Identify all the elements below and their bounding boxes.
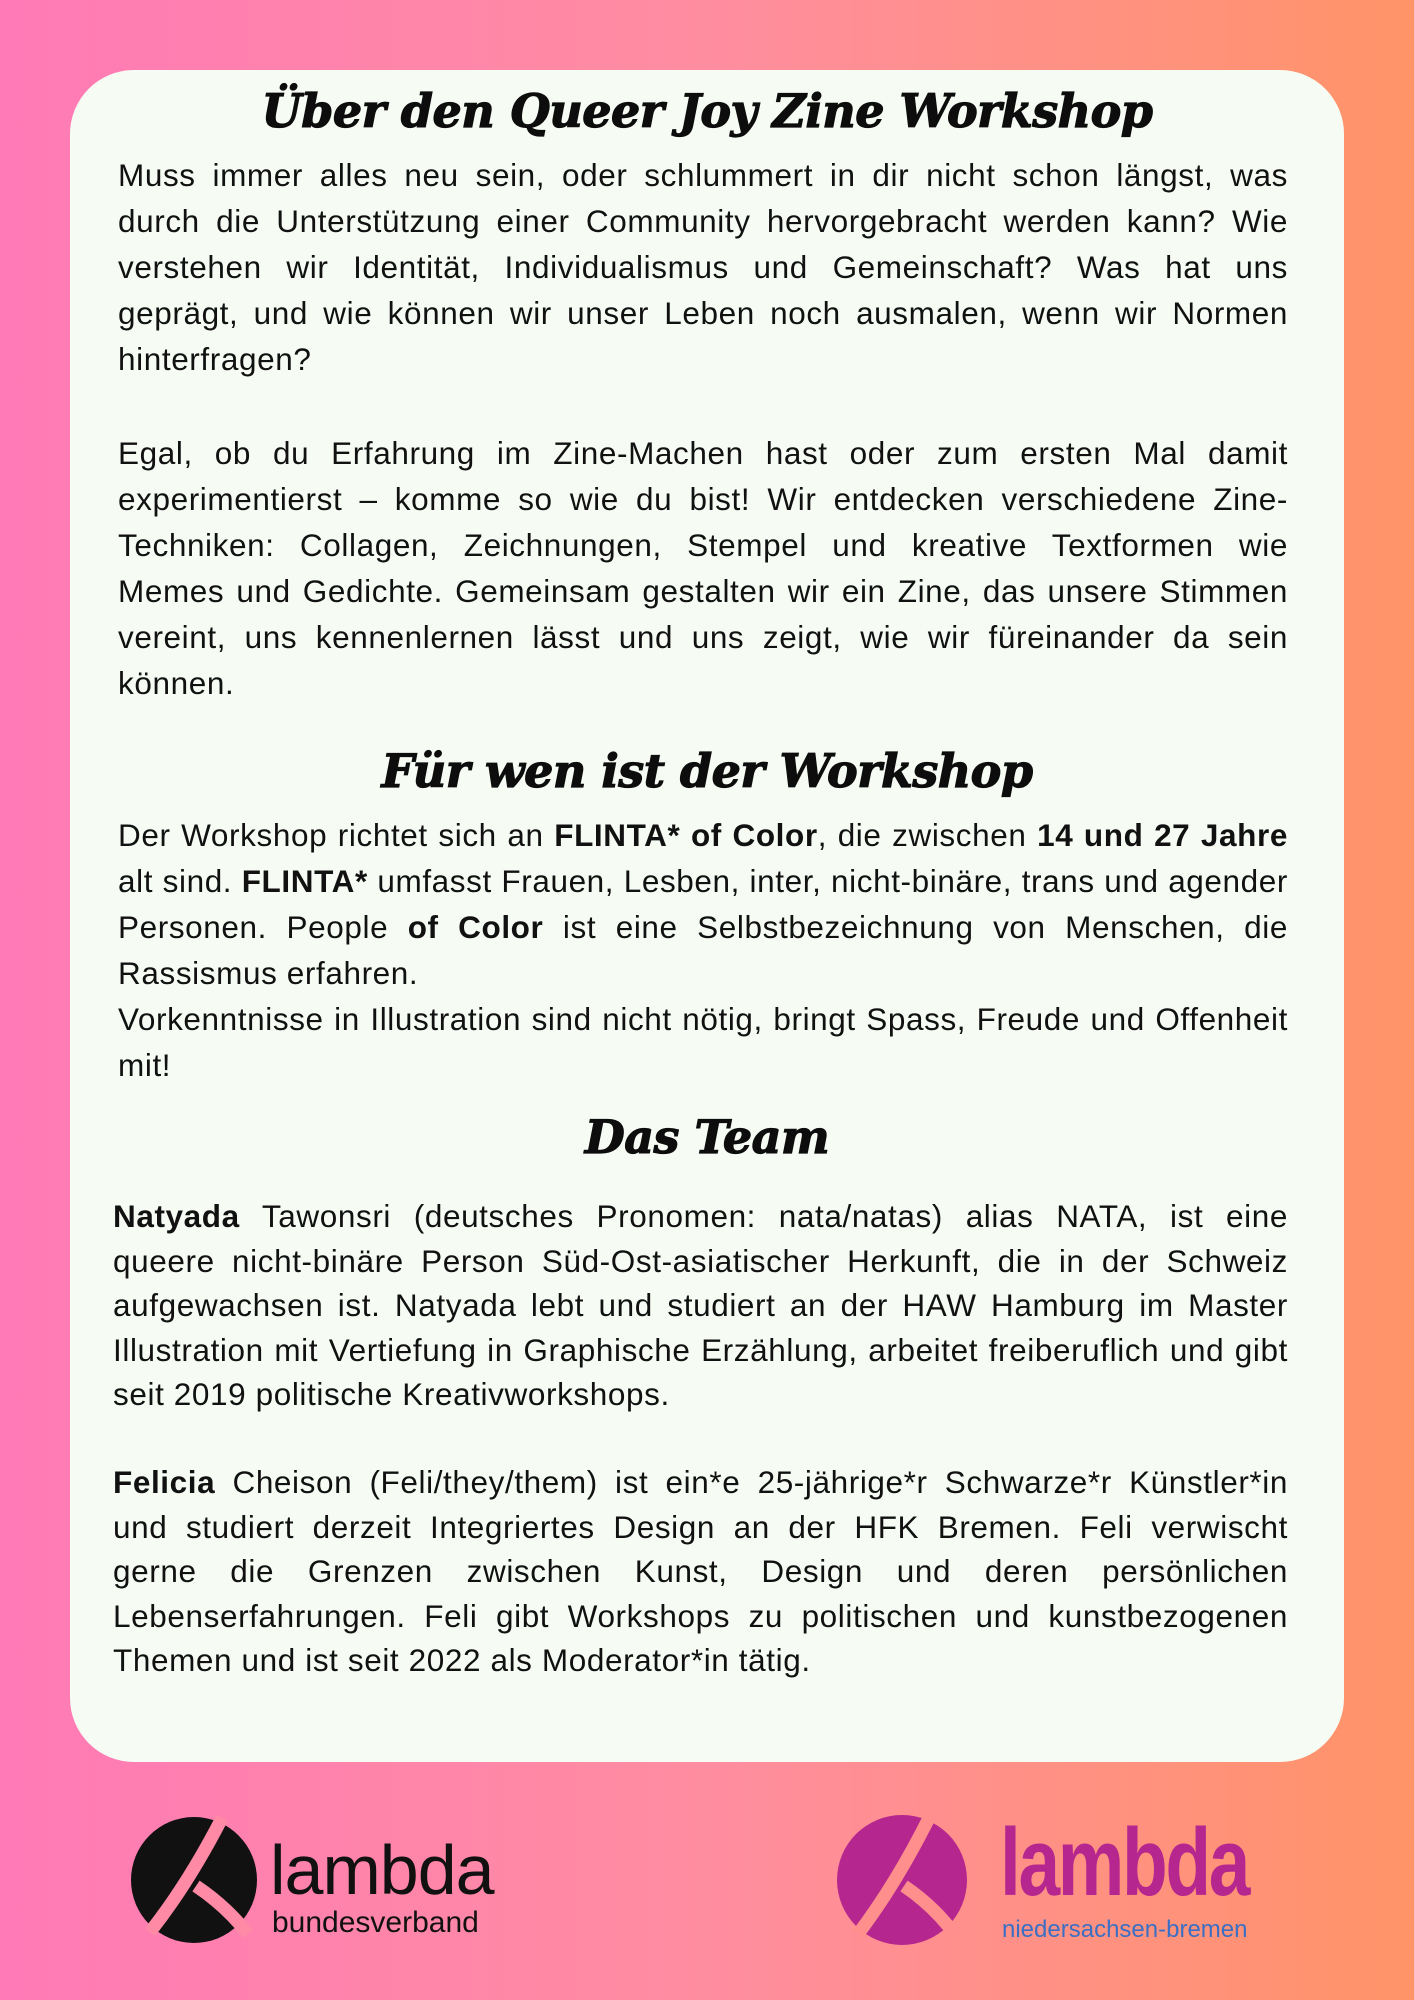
lambda-niedersachsen-bremen-name: lambda (1000, 1809, 1249, 1916)
lambda-niedersachsen-bremen-logo (836, 1809, 1286, 1948)
team-member-natyada-text: Tawonsri (deutsches Pronomen: nata/natas) alias NATA, ist eine queere nicht-binäre Person Süd-Ost-asiatischer Herkunft, die in der Schweiz aufgewachsen ist. Natyada lebt und studiert an der HAW Hamburg im Master Illustration mit Vertiefung in Graphische Erzählung, arbeitet freiberuflich und gibt seit 2019 politische Kreativworkshops. (113, 1198, 1288, 1412)
team-member-felicia-name: Felicia (113, 1464, 216, 1500)
lambda-niedersachsen-bremen-mark-icon (836, 1812, 970, 1948)
audience-bold-flinta-of-color: FLINTA* of Color (554, 817, 818, 853)
team-member-natyada (113, 1194, 1288, 1417)
lambda-bundesverband-mark-icon (130, 1814, 260, 1946)
lambda-bundesverband-logo (130, 1814, 530, 1946)
about-heading: Über den Queer Joy Zine Workshop (261, 84, 1153, 138)
lambda-bundesverband-sub: bundesverband (272, 1906, 479, 1939)
content-card (70, 70, 1344, 1762)
audience-text-3: alt sind. (118, 863, 242, 899)
audience-bold-flinta: FLINTA* (241, 863, 368, 899)
audience-paragraph (118, 812, 1288, 1088)
team-member-natyada-name: Natyada (113, 1198, 240, 1234)
audience-bold-of-color: of Color (407, 909, 544, 945)
audience-text-6: Vorkenntnisse in Illustration sind nicht nötig, bringt Spass, Freude und Offenheit mit! (118, 1001, 1288, 1083)
lambda-niedersachsen-bremen-sub: niedersachsen-bremen (1002, 1916, 1248, 1943)
audience-heading: Für wen ist der Workshop (381, 744, 1033, 798)
audience-text-1: Der Workshop richtet sich an (118, 817, 555, 853)
audience-text-2: , die zwischen (817, 817, 1038, 853)
team-heading: Das Team (584, 1110, 830, 1164)
audience-text-5: ist eine Selbstbezeichnung von Menschen, die Rassismus erfahren. (118, 909, 1288, 991)
about-paragraph-2: Egal, ob du Erfahrung im Zine-Machen hast oder zum ersten Mal damit experimentierst – komme so wie du bist! Wir entdecken verschiedene Zine-Techniken: Collagen, Zeichnungen, Stempel und kreative Textformen wie Memes und Gedichte. Gemeinsam gestalten wir ein Zine, das unsere Stimmen vereint, uns kennenlernen lässt und uns zeigt, wie wir füreinander da sein können. (118, 435, 1288, 701)
team-member-felicia (113, 1460, 1288, 1683)
about-paragraph-1: Muss immer alles neu sein, oder schlummert in dir nicht schon längst, was durch die Unterstützung einer Community hervorgebracht werden kann? Wie verstehen wir Identität, Individualismus und Gemeinschaft? Was hat uns geprägt, und wie können wir unser Leben noch ausmalen, wenn wir Normen hinterfragen? (118, 157, 1288, 377)
team-member-felicia-text: Cheison (Feli/they/them) ist ein*e 25-jährige*r Schwarze*r Künstler*in und studiert derzeit Integriertes Design an der HFK Bremen. Feli verwischt gerne die Grenzen zwischen Kunst, Design und deren persönlichen Lebenserfahrungen. Feli gibt Workshops zu politischen und kunstbezogenen Themen und ist seit 2022 als Moderator*in tätig. (113, 1464, 1288, 1678)
audience-text-4: umfasst Frauen, Lesben, inter, nicht-binäre, trans und agender Personen. People (118, 863, 1288, 945)
lambda-bundesverband-name: lambda (270, 1831, 494, 1909)
audience-bold-age: 14 und 27 Jahre (1037, 817, 1288, 853)
